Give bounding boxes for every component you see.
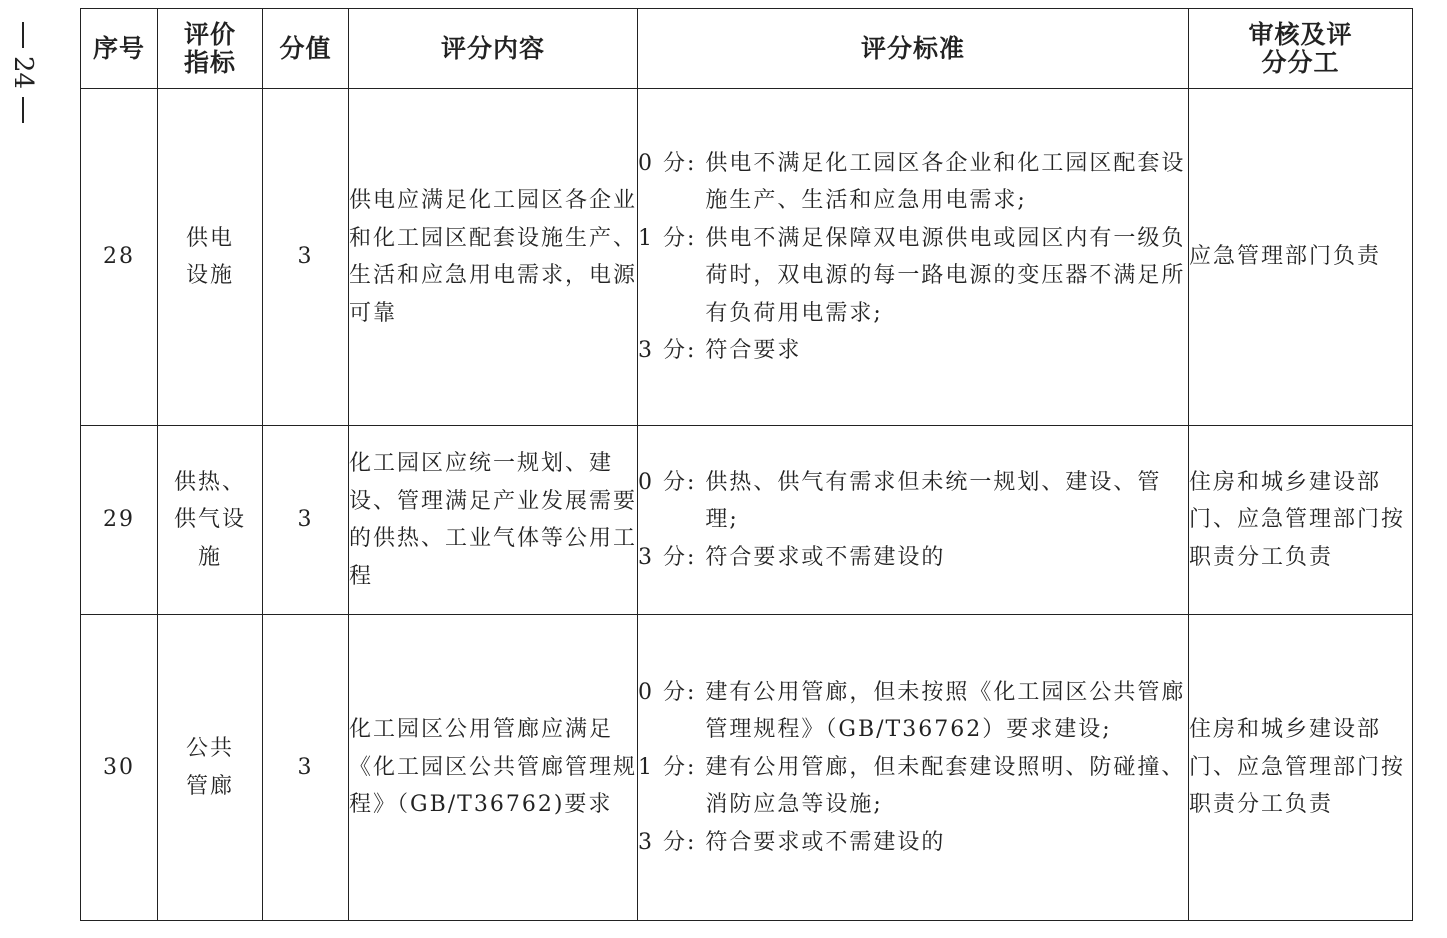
row-seq: 28 [81,89,158,426]
row-score: 3 [263,615,349,921]
row-review: 应急管理部门负责 [1189,89,1413,426]
standard-item: 0 分: 建有公用管廊，但未按照《化工园区公共管廊管理规程》（GB/T36762）要求建设; [638,679,1186,743]
row-seq: 29 [81,426,158,615]
row-indicator: 公共管廊 [158,615,263,921]
table-row [81,615,1413,921]
row-indicator: 供热、供气设施 [158,426,263,615]
row-review: 住房和城乡建设部门、应急管理部门按职责分工负责 [1189,615,1413,921]
header-seq: 序号 [81,9,158,89]
row-content: 化工园区应统一规划、建设、管理满足产业发展需要的供热、工业气体等公用工程 [349,426,638,615]
scoring-table [80,8,1413,921]
row-standard [638,615,1189,921]
page-number-dash-top [22,22,24,48]
header-review: 审核及评分分工 [1189,9,1413,89]
table-row [81,426,1413,615]
standard-item: 3 分: 符合要求或不需建设的 [638,829,946,855]
header-score: 分值 [263,9,349,89]
row-indicator: 供电设施 [158,89,263,426]
row-review: 住房和城乡建设部门、应急管理部门按职责分工负责 [1189,426,1413,615]
page-number [8,22,38,123]
standard-item: 1 分: 供电不满足保障双电源供电或园区内有一级负荷时，双电源的每一路电源的变压器不满足所有负荷用电需求; [638,225,1186,326]
table-row [81,89,1413,426]
standard-item: 0 分: 供热、供气有需求但未统一规划、建设、管理; [638,469,1162,533]
row-score: 3 [263,89,349,426]
header-indicator: 评价指标 [158,9,263,89]
row-standard [638,426,1189,615]
page-number-value: 24 [8,56,38,90]
page-number-dash-bottom [22,97,24,123]
row-content: 化工园区公用管廊应满足《化工园区公共管廊管理规程》（GB/T36762)要求 [349,615,638,921]
row-standard [638,89,1189,426]
header-content: 评分内容 [349,9,638,89]
standard-item: 0 分: 供电不满足化工园区各企业和化工园区配套设施生产、生活和应急用电需求; [638,150,1186,213]
header-standard: 评分标准 [638,9,1189,89]
row-seq: 30 [81,615,158,921]
standard-item: 1 分: 建有公用管廊，但未配套建设照明、防碰撞、消防应急等设施; [638,754,1186,818]
table-header-row [81,9,1413,89]
standard-item: 3 分: 符合要求或不需建设的 [638,544,946,570]
row-score: 3 [263,426,349,615]
row-content: 供电应满足化工园区各企业和化工园区配套设施生产、生活和应急用电需求，电源可靠 [349,89,638,426]
standard-item: 3 分: 符合要求 [638,338,802,363]
